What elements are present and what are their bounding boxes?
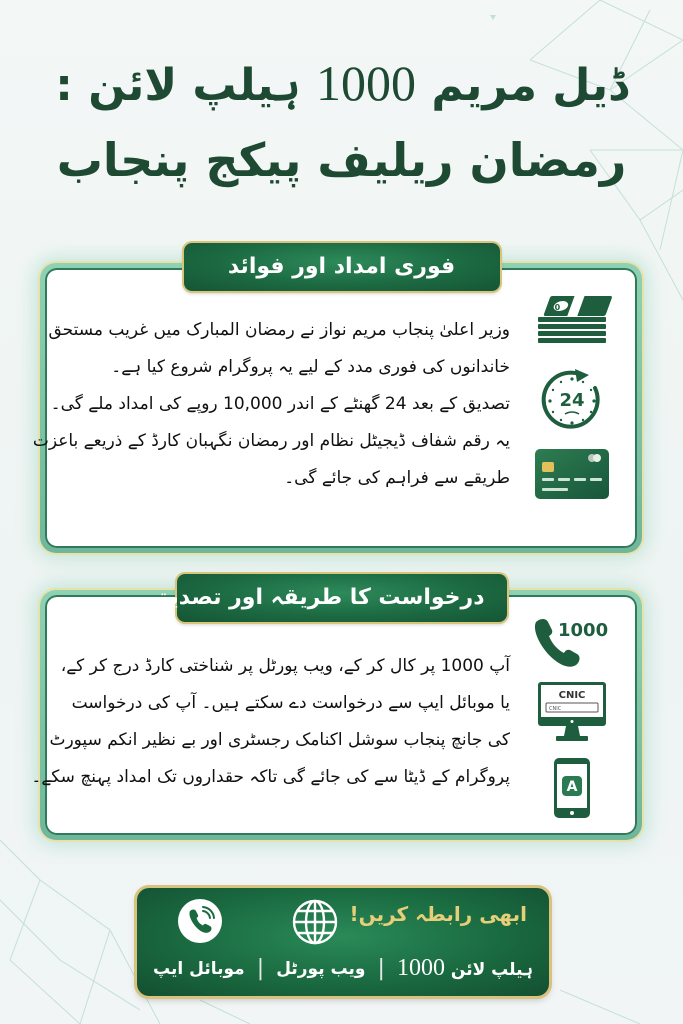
apply-line: آپ 1000 پر کال کر کے، ویب پورٹل پر شناختی کارڈ درج کر کے، xyxy=(60,656,510,676)
title-line-1 xyxy=(40,50,643,119)
apply-line: یا موبائل ایپ سے درخواست دے سکتے ہیں۔ آپ کی درخواست xyxy=(71,693,510,713)
svg-text:10: 10 xyxy=(549,303,561,312)
web-portal-link[interactable]: ویب پورٹل xyxy=(276,958,366,979)
contact-now-heading: ابھی رابطہ کریں! xyxy=(349,902,527,926)
apply-text xyxy=(31,648,510,796)
benefits-line: یہ رقم شفاف ڈیجیٹل نظام اور رمضان نگہبان کارڈ کے ذریعے باعزت xyxy=(32,431,510,451)
svg-text:CNIC: CNIC xyxy=(549,706,562,712)
apply-line: پروگرام کے ڈیٹا سے کی جائے گی تاکہ حقداروں تک امداد پہنچ سکے۔ xyxy=(31,767,510,787)
helpline-label: ہیلپ لائن xyxy=(450,960,533,980)
title-prefix: ڈیل مریم xyxy=(431,60,628,111)
svg-text:CNIC: CNIC xyxy=(558,690,586,701)
benefits-line: وزیر اعلیٰ پنجاب مریم نواز نے رمضان المبارک میں غریب مستحق xyxy=(48,320,510,340)
benefits-text xyxy=(32,312,510,497)
cnic-monitor-icon xyxy=(536,680,608,744)
mobile-app-link[interactable]: موبائل ایپ xyxy=(153,958,245,979)
24-hour-clock-icon xyxy=(539,368,605,434)
phone-1000-icon xyxy=(530,616,614,668)
svg-text:1000: 1000 xyxy=(558,620,609,641)
contact-banner xyxy=(137,888,549,996)
page-title xyxy=(40,50,643,193)
apply-line: کی جانچ پنجاب سوشل اکنامک رجسٹری اور بے نظیر انکم سپورٹ xyxy=(49,730,510,750)
svg-text:A: A xyxy=(566,779,578,795)
cash-stack-icon xyxy=(532,292,612,354)
apply-heading: درخواست کا طریقہ اور تصدیق xyxy=(177,574,507,622)
benefits-line: تصدیق کے بعد 24 گھنٹے کے اندر 10,000 روپے کی امداد ملے گی۔ xyxy=(50,394,510,414)
benefits-icons xyxy=(522,292,622,500)
title-suffix: ہیلپ لائن : xyxy=(55,60,301,111)
title-helpline-number: 1000 xyxy=(316,55,417,111)
svg-text:24: 24 xyxy=(559,390,585,411)
contact-links xyxy=(153,955,533,982)
separator: | xyxy=(256,956,265,981)
benefits-line: طریقے سے فراہم کی جائے گی۔ xyxy=(284,468,510,488)
apply-icons xyxy=(522,616,622,820)
separator: | xyxy=(377,956,385,981)
title-line-2: رمضان ریلیف پیکج پنجاب xyxy=(56,133,627,187)
globe-icon[interactable] xyxy=(291,898,339,946)
phone-call-icon[interactable] xyxy=(177,898,223,944)
helpline-link[interactable] xyxy=(397,955,533,982)
benefits-line: خاندانوں کی فوری مدد کے لیے یہ پروگرام شروع کیا ہے۔ xyxy=(111,357,510,377)
benefits-heading: فوری امداد اور فوائد xyxy=(184,243,500,291)
mobile-app-icon xyxy=(552,756,592,820)
helpline-number: 1000 xyxy=(396,955,445,981)
bank-card-icon xyxy=(534,448,610,500)
